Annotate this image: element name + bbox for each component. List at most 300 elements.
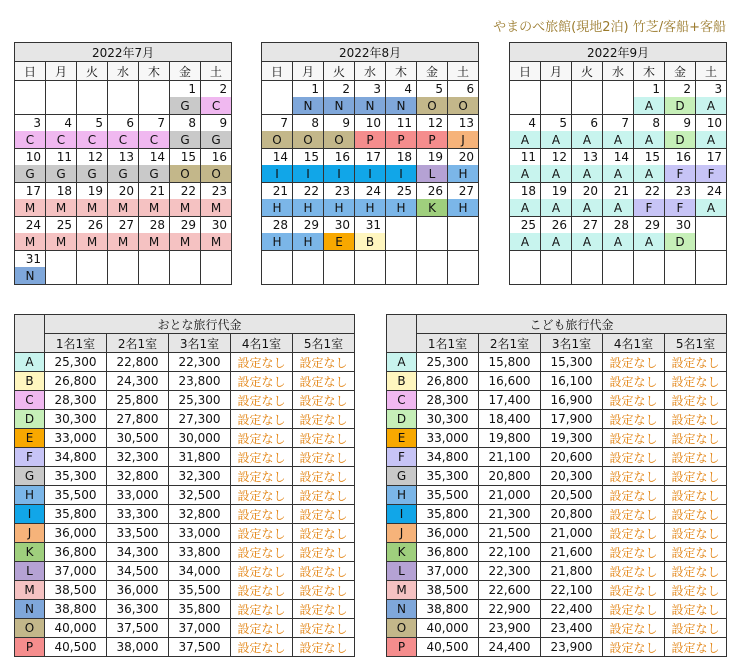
weekday-label: 日 [262, 62, 293, 81]
price-unset: 設定なし [665, 562, 727, 581]
price-table-2 [386, 314, 727, 657]
price-row [387, 524, 727, 543]
calendar-date [510, 81, 541, 98]
price-unset: 設定なし [665, 638, 727, 657]
calendar-date: 27 [108, 217, 139, 234]
calendar-price-code: M [170, 199, 201, 217]
price-value: 21,800 [541, 562, 603, 581]
calendar-date: 20 [572, 183, 603, 200]
price-unset: 設定なし [603, 619, 665, 638]
calendar-price-code: A [572, 233, 603, 251]
calendar-date: 1 [293, 81, 324, 98]
price-value: 36,800 [45, 543, 107, 562]
calendar-price-code: M [77, 233, 108, 251]
calendar-date-row [262, 183, 479, 200]
calendar-price-code: H [355, 199, 386, 217]
calendar-price-code [355, 267, 386, 285]
calendar-price-code: I [262, 165, 293, 183]
price-unset: 設定なし [293, 581, 355, 600]
calendar-date: 22 [170, 183, 201, 200]
price-value: 37,000 [417, 562, 479, 581]
price-unset: 設定なし [665, 505, 727, 524]
calendar-date-row [262, 115, 479, 132]
calendar-weekday-row [15, 62, 232, 81]
price-unset: 設定なし [293, 543, 355, 562]
room-type-header: 5名1室 [665, 334, 727, 353]
calendar-price-code: G [46, 165, 77, 183]
calendar-code-row [15, 97, 232, 115]
price-value: 23,400 [541, 619, 603, 638]
price-row [387, 486, 727, 505]
calendar-date [448, 251, 479, 268]
calendar-price-code [139, 267, 170, 285]
price-unset: 設定なし [665, 372, 727, 391]
price-value: 35,300 [417, 467, 479, 486]
calendar-date: 9 [665, 115, 696, 132]
price-code: H [15, 486, 45, 505]
calendar-date: 6 [572, 115, 603, 132]
price-value: 38,500 [45, 581, 107, 600]
price-value: 35,500 [169, 581, 231, 600]
calendar-price-code: O [324, 131, 355, 149]
price-unset: 設定なし [665, 448, 727, 467]
price-value: 31,800 [169, 448, 231, 467]
weekday-label: 月 [293, 62, 324, 81]
calendar-price-code: A [541, 165, 572, 183]
price-value: 15,800 [479, 353, 541, 372]
calendar-date: 10 [696, 115, 727, 132]
price-value: 28,300 [417, 391, 479, 410]
calendar-code-row [262, 165, 479, 183]
price-code: I [387, 505, 417, 524]
calendar-price-code: N [15, 267, 46, 285]
calendar-price-code: A [634, 131, 665, 149]
calendar-date-row [262, 217, 479, 234]
calendar-date: 8 [634, 115, 665, 132]
calendar-date-row [510, 149, 727, 166]
price-code: O [387, 619, 417, 638]
calendar-price-code: M [170, 233, 201, 251]
price-unset: 設定なし [603, 600, 665, 619]
calendar-price-code: A [603, 233, 634, 251]
calendar-price-code: H [293, 233, 324, 251]
price-value: 22,100 [541, 581, 603, 600]
price-value: 21,500 [479, 524, 541, 543]
calendar-date: 15 [293, 149, 324, 166]
price-row [387, 562, 727, 581]
calendar-date-row [262, 251, 479, 268]
calendar-date: 1 [634, 81, 665, 98]
price-value: 36,000 [45, 524, 107, 543]
calendar-date-row [510, 217, 727, 234]
calendar-date [634, 251, 665, 268]
calendar-date: 26 [541, 217, 572, 234]
calendar-price-code: A [634, 97, 665, 115]
calendar-price-code: F [696, 165, 727, 183]
calendar-price-code: G [77, 165, 108, 183]
calendar-date-row [262, 81, 479, 98]
calendar-price-code: H [386, 199, 417, 217]
price-row [387, 353, 727, 372]
price-value: 22,100 [479, 543, 541, 562]
calendar-price-code: O [448, 97, 479, 115]
calendar-date: 11 [510, 149, 541, 166]
calendar-date [201, 251, 232, 268]
price-unset: 設定なし [603, 410, 665, 429]
calendar-date: 7 [262, 115, 293, 132]
price-unset: 設定なし [603, 638, 665, 657]
price-value: 35,800 [417, 505, 479, 524]
price-value: 33,000 [45, 429, 107, 448]
price-row [15, 562, 355, 581]
calendar-price-code: H [448, 165, 479, 183]
calendar-price-code: H [262, 233, 293, 251]
price-unset: 設定なし [293, 391, 355, 410]
price-value: 19,300 [541, 429, 603, 448]
price-value: 23,900 [541, 638, 603, 657]
price-unset: 設定なし [293, 600, 355, 619]
price-unset: 設定なし [231, 581, 293, 600]
calendar-date: 4 [386, 81, 417, 98]
calendar-date-row [15, 115, 232, 132]
price-code: D [387, 410, 417, 429]
calendar-date [324, 251, 355, 268]
room-type-header: 4名1室 [603, 334, 665, 353]
calendar-price-code [293, 267, 324, 285]
calendar-date: 2 [201, 81, 232, 98]
calendar-price-code: A [510, 131, 541, 149]
price-code: E [15, 429, 45, 448]
calendar-date [355, 251, 386, 268]
price-code: P [387, 638, 417, 657]
price-row [15, 410, 355, 429]
calendar-month-row [15, 43, 232, 62]
calendar-code-row [510, 131, 727, 149]
price-row [387, 638, 727, 657]
price-code: N [387, 600, 417, 619]
calendar-price-code: A [510, 165, 541, 183]
calendar-date [139, 81, 170, 98]
price-unset: 設定なし [293, 524, 355, 543]
calendar-price-code [603, 267, 634, 285]
calendar-price-code [510, 97, 541, 115]
price-value: 33,500 [107, 524, 169, 543]
price-unset: 設定なし [603, 505, 665, 524]
price-row [387, 391, 727, 410]
calendar-price-code: F [665, 199, 696, 217]
calendar-date [46, 81, 77, 98]
price-value: 20,800 [541, 505, 603, 524]
calendar-date: 18 [386, 149, 417, 166]
calendar-price-code: O [170, 165, 201, 183]
price-unset: 設定なし [231, 467, 293, 486]
price-value: 19,800 [479, 429, 541, 448]
calendar-price-code: M [201, 233, 232, 251]
calendar-date: 11 [386, 115, 417, 132]
calendar-date-row [15, 251, 232, 268]
calendar-date: 14 [139, 149, 170, 166]
calendar-date: 21 [603, 183, 634, 200]
calendar-date [77, 81, 108, 98]
weekday-label: 水 [603, 62, 634, 81]
price-code: C [387, 391, 417, 410]
calendar-date [572, 81, 603, 98]
price-unset: 設定なし [665, 429, 727, 448]
calendar-price-code [634, 267, 665, 285]
calendar-price-code: F [634, 199, 665, 217]
calendar-date: 5 [77, 115, 108, 132]
price-value: 24,400 [479, 638, 541, 657]
calendar-date [665, 251, 696, 268]
price-value: 35,800 [169, 600, 231, 619]
calendar-price-code: M [46, 233, 77, 251]
calendar-weekday-row [262, 62, 479, 81]
calendar-date: 16 [324, 149, 355, 166]
calendar-date: 19 [77, 183, 108, 200]
calendar-date [386, 217, 417, 234]
calendar-date: 30 [324, 217, 355, 234]
price-title-row [15, 315, 355, 334]
calendar-date [262, 81, 293, 98]
price-code: C [15, 391, 45, 410]
calendar-date: 18 [46, 183, 77, 200]
calendar-date: 15 [634, 149, 665, 166]
price-value: 26,800 [45, 372, 107, 391]
calendar-date [108, 251, 139, 268]
calendar-code-row [15, 165, 232, 183]
price-unset: 設定なし [603, 543, 665, 562]
price-value: 37,500 [169, 638, 231, 657]
price-value: 35,500 [45, 486, 107, 505]
price-value: 34,500 [107, 562, 169, 581]
calendar-date: 8 [170, 115, 201, 132]
price-row [15, 429, 355, 448]
price-value: 21,100 [479, 448, 541, 467]
calendar-price-code: A [572, 131, 603, 149]
price-unset: 設定なし [603, 372, 665, 391]
calendar-date [417, 251, 448, 268]
calendar-date [572, 251, 603, 268]
calendar-date: 6 [448, 81, 479, 98]
price-value: 22,300 [479, 562, 541, 581]
price-code: O [15, 619, 45, 638]
weekday-label: 火 [77, 62, 108, 81]
calendar-date: 26 [77, 217, 108, 234]
calendar-price-code: D [665, 233, 696, 251]
calendar-date: 13 [572, 149, 603, 166]
calendar-price-code: A [572, 165, 603, 183]
calendar-price-code [324, 267, 355, 285]
price-value: 23,900 [479, 619, 541, 638]
calendar-price-code: H [262, 199, 293, 217]
calendar-date-row [15, 81, 232, 98]
price-value: 38,000 [107, 638, 169, 657]
price-value: 17,900 [541, 410, 603, 429]
calendar-price-code [696, 267, 727, 285]
calendar-price-code [541, 267, 572, 285]
price-code: L [15, 562, 45, 581]
calendar-price-code: A [634, 233, 665, 251]
calendar-price-code: O [262, 131, 293, 149]
calendar-date: 21 [262, 183, 293, 200]
calendar-date: 23 [201, 183, 232, 200]
price-unset: 設定なし [665, 353, 727, 372]
price-row [387, 448, 727, 467]
price-row [15, 619, 355, 638]
calendar-price-code: N [293, 97, 324, 115]
calendar-date [386, 251, 417, 268]
calendar-date: 28 [262, 217, 293, 234]
calendar-code-row [262, 267, 479, 285]
price-value: 38,800 [45, 600, 107, 619]
price-value: 32,300 [107, 448, 169, 467]
calendar-price-code: P [355, 131, 386, 149]
calendar-price-code [139, 97, 170, 115]
calendar-price-code: A [696, 97, 727, 115]
price-value: 36,000 [107, 581, 169, 600]
calendar-date: 24 [355, 183, 386, 200]
price-unset: 設定なし [293, 505, 355, 524]
price-row [15, 448, 355, 467]
price-unset: 設定なし [665, 410, 727, 429]
price-value: 32,800 [107, 467, 169, 486]
calendar-date: 27 [448, 183, 479, 200]
price-unset: 設定なし [231, 543, 293, 562]
price-value: 28,300 [45, 391, 107, 410]
calendar-date: 10 [15, 149, 46, 166]
price-value: 24,300 [107, 372, 169, 391]
weekday-label: 木 [386, 62, 417, 81]
calendar-date: 7 [603, 115, 634, 132]
price-row [387, 600, 727, 619]
price-code: G [15, 467, 45, 486]
price-value: 26,800 [417, 372, 479, 391]
calendar-price-code [665, 267, 696, 285]
calendar-date: 16 [665, 149, 696, 166]
price-value: 27,800 [107, 410, 169, 429]
price-value: 32,300 [169, 467, 231, 486]
calendar-price-code: M [15, 233, 46, 251]
calendar-date: 26 [417, 183, 448, 200]
calendar-price-code [541, 97, 572, 115]
price-unset: 設定なし [231, 505, 293, 524]
weekday-label: 木 [139, 62, 170, 81]
price-value: 22,400 [541, 600, 603, 619]
calendar-price-code [77, 97, 108, 115]
price-value: 40,500 [417, 638, 479, 657]
calendar-date: 25 [386, 183, 417, 200]
calendar-date: 4 [46, 115, 77, 132]
calendar-price-code: J [448, 131, 479, 149]
price-value: 22,300 [169, 353, 231, 372]
calendar-price-code: A [696, 199, 727, 217]
calendar-date: 9 [201, 115, 232, 132]
price-value: 21,000 [479, 486, 541, 505]
calendar-date-row [15, 149, 232, 166]
calendar-price-code [572, 97, 603, 115]
calendar-date [262, 251, 293, 268]
price-unset: 設定なし [231, 410, 293, 429]
calendar-price-code [572, 267, 603, 285]
price-value: 35,500 [417, 486, 479, 505]
price-unset: 設定なし [603, 353, 665, 372]
price-value: 18,400 [479, 410, 541, 429]
price-value: 36,000 [417, 524, 479, 543]
calendar-date [510, 251, 541, 268]
calendar-date: 24 [15, 217, 46, 234]
calendar-date: 31 [15, 251, 46, 268]
calendar-date: 13 [108, 149, 139, 166]
price-unset: 設定なし [293, 486, 355, 505]
price-row [15, 600, 355, 619]
calendar-price-code: A [603, 131, 634, 149]
calendar-price-code: P [417, 131, 448, 149]
calendar-date [603, 251, 634, 268]
price-unset: 設定なし [665, 467, 727, 486]
calendar-date [603, 81, 634, 98]
calendar-date: 6 [108, 115, 139, 132]
calendar-date: 28 [139, 217, 170, 234]
calendar-price-code [46, 267, 77, 285]
price-unset: 設定なし [231, 486, 293, 505]
price-value: 22,800 [107, 353, 169, 372]
price-row [15, 391, 355, 410]
price-value: 33,000 [107, 486, 169, 505]
price-value: 23,800 [169, 372, 231, 391]
calendar-date [46, 251, 77, 268]
calendar-price-code: G [108, 165, 139, 183]
weekday-label: 木 [634, 62, 665, 81]
price-code: K [387, 543, 417, 562]
price-title-row [387, 315, 727, 334]
calendar-date [170, 251, 201, 268]
calendar-date: 3 [15, 115, 46, 132]
weekday-label: 金 [417, 62, 448, 81]
calendar-price-code: A [510, 233, 541, 251]
calendar-price-code: O [293, 131, 324, 149]
room-type-header: 1名1室 [417, 334, 479, 353]
calendar-date: 9 [324, 115, 355, 132]
calendar-code-row [510, 199, 727, 217]
price-unset: 設定なし [231, 638, 293, 657]
calendar-date: 29 [170, 217, 201, 234]
price-row [15, 505, 355, 524]
calendar-price-code: N [355, 97, 386, 115]
calendar-code-row [15, 233, 232, 251]
calendar-price-code: D [665, 97, 696, 115]
price-value: 37,000 [45, 562, 107, 581]
weekday-label: 金 [665, 62, 696, 81]
calendar-price-code: E [324, 233, 355, 251]
price-row [15, 524, 355, 543]
calendar-code-row [262, 233, 479, 251]
calendar-code-row [510, 165, 727, 183]
calendar-price-code: B [355, 233, 386, 251]
price-code: B [15, 372, 45, 391]
price-value: 36,300 [107, 600, 169, 619]
price-value: 20,300 [541, 467, 603, 486]
price-value: 33,800 [169, 543, 231, 562]
calendar-date: 20 [108, 183, 139, 200]
price-unset: 設定なし [231, 619, 293, 638]
calendar-price-code: A [541, 131, 572, 149]
calendar-code-row [15, 199, 232, 217]
calendar-date: 14 [262, 149, 293, 166]
calendar-date [417, 217, 448, 234]
calendar-date: 25 [510, 217, 541, 234]
calendar-price-code: O [201, 165, 232, 183]
calendar-date: 27 [572, 217, 603, 234]
